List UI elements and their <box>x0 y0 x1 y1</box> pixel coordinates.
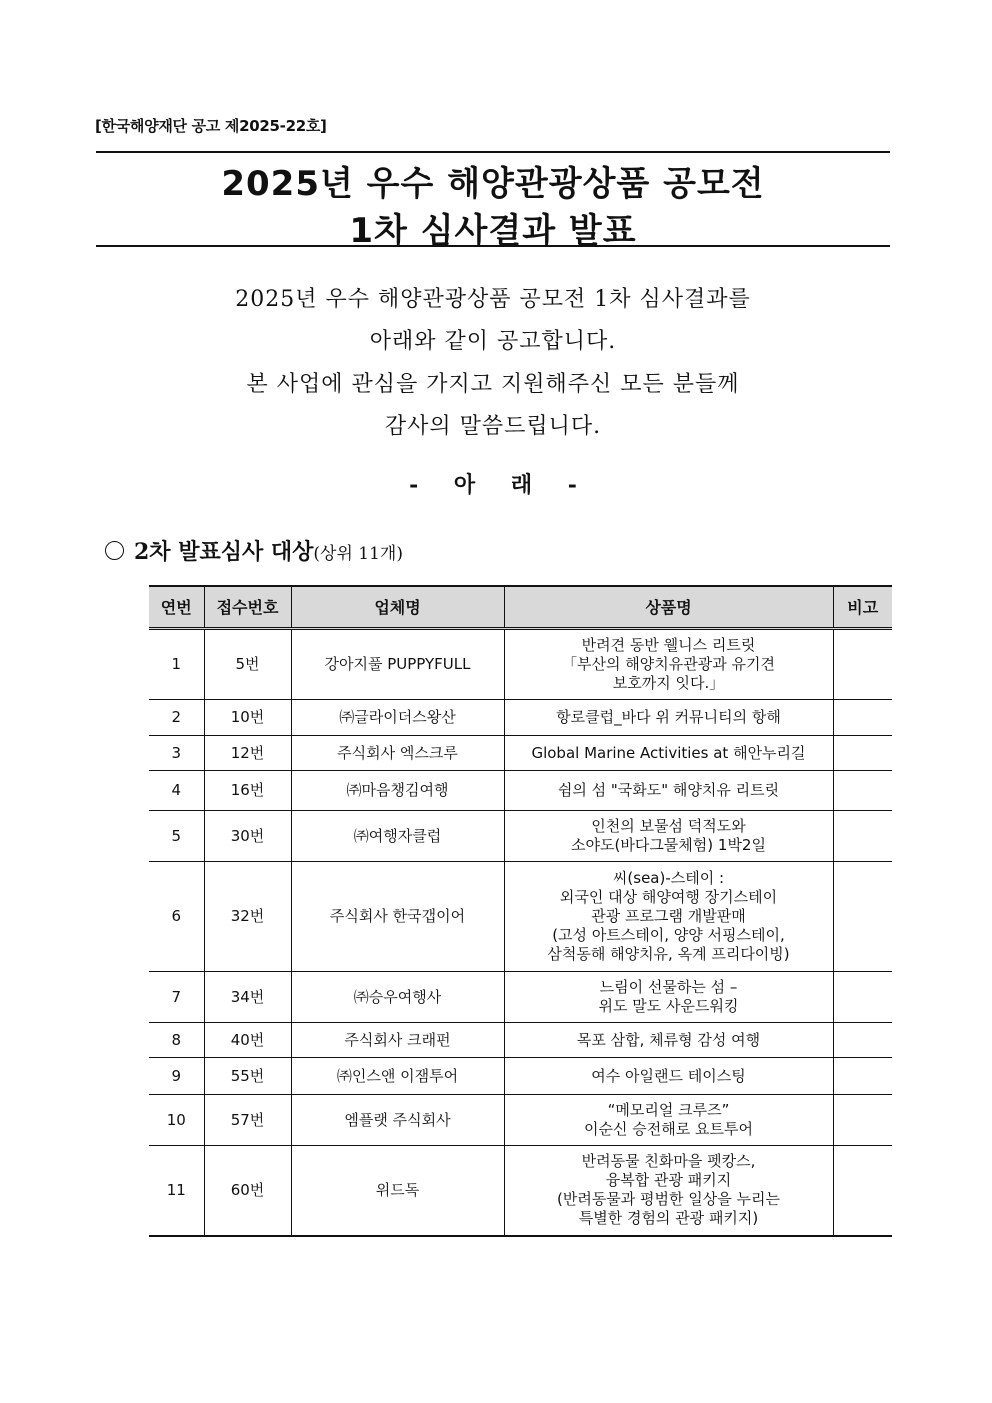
product-line: 쉼의 섬 "국화도" 해양치유 리트릿 <box>557 781 780 799</box>
cell-product <box>504 736 833 771</box>
product-line: 목포 삼합, 체류형 감성 여행 <box>576 1030 761 1049</box>
cell-company: ㈜마음챙김여행 <box>291 771 504 811</box>
product-line: 특별한 경험의 관광 패키지) <box>578 1209 759 1228</box>
product-line: 인천의 보물섬 덕적도와 <box>591 817 746 835</box>
cell-product <box>504 1058 833 1095</box>
cell-receipt: 12번 <box>204 736 291 771</box>
product-line: 보호까지 잇다.」 <box>612 674 725 692</box>
cell-company: 강아지풀 PUPPYFULL <box>291 629 504 700</box>
product-line: 「부산의 해양치유관광과 유기견 <box>562 655 775 673</box>
cell-no: 2 <box>149 700 204 736</box>
cell-receipt: 60번 <box>204 1146 291 1236</box>
cell-product <box>504 629 833 700</box>
cell-product <box>504 700 833 736</box>
product-line: 항로클럽_바다 위 커뮤니티의 항해 <box>556 708 781 726</box>
title-box <box>96 151 890 251</box>
section-subtitle: (상위 11개) <box>313 544 403 564</box>
table-row <box>149 1058 892 1095</box>
table-row <box>149 700 892 736</box>
table-row <box>149 771 892 811</box>
cell-no: 10 <box>149 1095 204 1146</box>
cell-receipt: 10번 <box>204 700 291 736</box>
cell-company: 주식회사 크래펀 <box>291 1023 504 1058</box>
cell-no: 11 <box>149 1146 204 1236</box>
cell-receipt: 57번 <box>204 1095 291 1146</box>
notice-number: [한국해양재단 공고 제2025-22호] <box>95 117 327 135</box>
page-subtitle: 1차 심사결과 발표 <box>349 211 637 251</box>
product-line: 여수 아일랜드 테이스팅 <box>591 1066 746 1085</box>
cell-note <box>833 771 892 811</box>
product-line: 소야도(바다그물체험) 1박2일 <box>571 836 766 854</box>
product-line: 이순신 승전해로 요트투어 <box>584 1120 753 1138</box>
cell-company: ㈜글라이더스왕산 <box>291 700 504 736</box>
cell-product <box>504 811 833 862</box>
cell-no: 3 <box>149 736 204 771</box>
cell-no: 8 <box>149 1023 204 1058</box>
header-note: 비고 <box>833 586 892 629</box>
cell-product <box>504 1146 833 1236</box>
cell-note <box>833 629 892 700</box>
cell-no: 9 <box>149 1058 204 1095</box>
cell-note <box>833 1146 892 1236</box>
table-row <box>149 1146 892 1236</box>
intro-line: 아래와 같이 공고합니다. <box>369 329 617 354</box>
cell-receipt: 5번 <box>204 629 291 700</box>
product-line: Global Marine Activities at 해안누리길 <box>531 743 806 762</box>
cell-product <box>504 1023 833 1058</box>
cell-company: ㈜여행자클럽 <box>291 811 504 862</box>
circle-bullet-icon <box>105 541 124 560</box>
cell-note <box>833 736 892 771</box>
page-title: 2025년 우수 해양관광상품 공모전 <box>221 164 765 204</box>
header-product: 상품명 <box>504 586 833 629</box>
cell-note <box>833 1058 892 1095</box>
cell-product <box>504 972 833 1023</box>
table-body <box>149 629 892 1236</box>
cell-company: ㈜인스앤 이잼투어 <box>291 1058 504 1095</box>
cell-no: 5 <box>149 811 204 862</box>
cell-receipt: 16번 <box>204 771 291 811</box>
cell-company: 주식회사 엑스크루 <box>291 736 504 771</box>
table-row <box>149 972 892 1023</box>
intro-line: 감사의 말씀드립니다. <box>384 414 602 439</box>
cell-note <box>833 862 892 972</box>
product-line: 외국인 대상 해양여행 장기스테이 <box>559 888 778 906</box>
product-line: 씨(sea)-스테이 : <box>612 869 725 887</box>
cell-company: 주식회사 한국갭이어 <box>291 862 504 972</box>
cell-receipt: 55번 <box>204 1058 291 1095</box>
section-title: 2차 발표심사 대상 <box>134 539 314 565</box>
cell-no: 6 <box>149 862 204 972</box>
cell-note <box>833 972 892 1023</box>
product-line: 반려동물 친화마을 펫캉스, <box>581 1152 756 1171</box>
cell-receipt: 30번 <box>204 811 291 862</box>
cell-product <box>504 862 833 972</box>
table-row <box>149 1023 892 1058</box>
cell-note <box>833 1023 892 1058</box>
cell-receipt: 40번 <box>204 1023 291 1058</box>
cell-product <box>504 1095 833 1146</box>
cell-receipt: 32번 <box>204 862 291 972</box>
product-line: 느림이 선물하는 섬 – <box>599 978 738 996</box>
table-header-row <box>149 586 892 629</box>
cell-no: 1 <box>149 629 204 700</box>
cell-no: 4 <box>149 771 204 811</box>
product-line: 관광 프로그램 개발판매 <box>591 907 746 925</box>
table-row <box>149 629 892 700</box>
product-line: 삼척동해 해양치유, 옥계 프리다이빙) <box>547 945 790 963</box>
product-line: (반려동물과 평범한 일상을 누리는 <box>556 1190 781 1209</box>
intro-line: 본 사업에 관심을 가지고 지원해주신 모든 분들께 <box>246 372 740 397</box>
cell-company: 위드독 <box>291 1146 504 1236</box>
section-heading <box>105 535 403 566</box>
header-no: 연번 <box>149 586 204 629</box>
table-row <box>149 736 892 771</box>
table-row <box>149 1095 892 1146</box>
product-line: (고성 아트스테이, 양양 서핑스테이, <box>552 926 785 944</box>
cell-note <box>833 1095 892 1146</box>
header-company: 업체명 <box>291 586 504 629</box>
header-receipt: 접수번호 <box>204 586 291 629</box>
cell-company: ㈜승우여행사 <box>291 972 504 1023</box>
product-line: 융복합 관광 패키지 <box>605 1171 732 1190</box>
cell-product <box>504 771 833 811</box>
below-marker: - 아 래 - <box>409 472 577 498</box>
cell-note <box>833 811 892 862</box>
cell-receipt: 34번 <box>204 972 291 1023</box>
product-line: 반려견 동반 웰니스 리트릿 <box>581 636 756 654</box>
cell-no: 7 <box>149 972 204 1023</box>
product-line: 위도 말도 사운드워킹 <box>598 997 739 1015</box>
intro-line: 2025년 우수 해양관광상품 공모전 1차 심사결과를 <box>235 287 751 312</box>
cell-note <box>833 700 892 736</box>
table-row <box>149 811 892 862</box>
cell-company: 엠플랫 주식회사 <box>291 1095 504 1146</box>
table-row <box>149 862 892 972</box>
results-table <box>149 585 892 1237</box>
product-line: “메모리얼 크루즈” <box>607 1101 730 1119</box>
